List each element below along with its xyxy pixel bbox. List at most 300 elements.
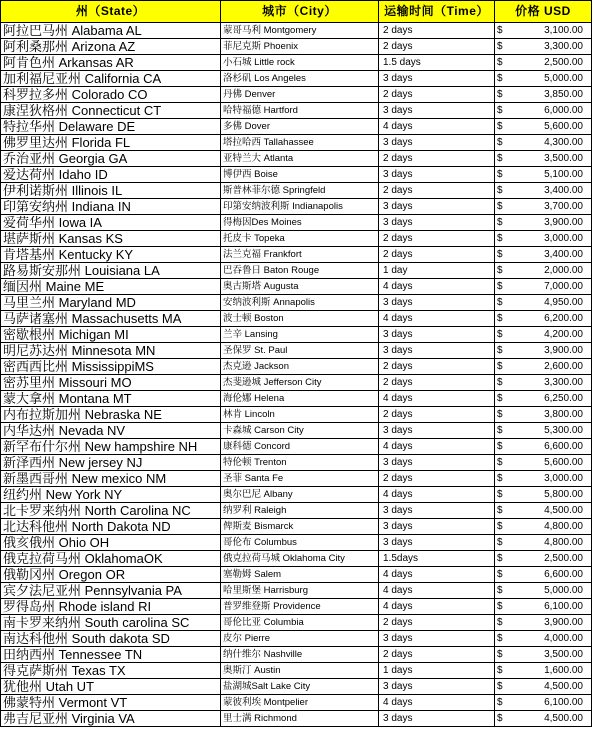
- price-cell: [495, 311, 592, 327]
- price-cell: [495, 375, 592, 391]
- time-cell: 2 days: [379, 647, 495, 663]
- city-cell: 洛杉矶 Los Angeles: [221, 71, 379, 87]
- currency-symbol: $: [497, 313, 503, 324]
- table-row: [1, 679, 592, 695]
- price-amount: 4,800.00: [544, 521, 583, 532]
- table-row: [1, 599, 592, 615]
- time-cell: 3 days: [379, 455, 495, 471]
- city-cell: 特伦顿 Trenton: [221, 455, 379, 471]
- table-row: [1, 247, 592, 263]
- state-cell: 密西西比州 MississippiMS: [1, 359, 221, 375]
- time-cell: 2 days: [379, 247, 495, 263]
- price-amount: 6,250.00: [544, 393, 583, 404]
- city-cell: 哥伦布 Columbus: [221, 535, 379, 551]
- state-cell: 俄勒冈州 Oregon OR: [1, 567, 221, 583]
- city-cell: 亚特兰大 Atlanta: [221, 151, 379, 167]
- table-row: [1, 711, 592, 727]
- state-cell: 得克萨斯州 Texas TX: [1, 663, 221, 679]
- price-amount: 4,950.00: [544, 297, 583, 308]
- time-cell: 3 days: [379, 103, 495, 119]
- state-cell: 乔治亚州 Georgia GA: [1, 151, 221, 167]
- table-row: [1, 87, 592, 103]
- table-row: [1, 343, 592, 359]
- price-amount: 4,500.00: [544, 505, 583, 516]
- time-cell: 4 days: [379, 695, 495, 711]
- state-cell: 新泽西州 New jersey NJ: [1, 455, 221, 471]
- state-cell: 宾夕法尼亚州 Pennsylvania PA: [1, 583, 221, 599]
- price-amount: 5,600.00: [544, 121, 583, 132]
- state-cell: 田纳西州 Tennessee TN: [1, 647, 221, 663]
- currency-symbol: $: [497, 681, 503, 692]
- time-cell: 2 days: [379, 151, 495, 167]
- city-cell: 俄克拉荷马城 Oklahoma City: [221, 551, 379, 567]
- currency-symbol: $: [497, 105, 503, 116]
- city-cell: 哈里斯堡 Harrisburg: [221, 583, 379, 599]
- currency-symbol: $: [497, 201, 503, 212]
- price-cell: [495, 631, 592, 647]
- price-amount: 4,300.00: [544, 137, 583, 148]
- currency-symbol: $: [497, 281, 503, 292]
- table-row: [1, 359, 592, 375]
- currency-symbol: $: [497, 457, 503, 468]
- state-cell: 爱达荷州 Idaho ID: [1, 167, 221, 183]
- time-cell: 4 days: [379, 583, 495, 599]
- table-row: [1, 279, 592, 295]
- state-cell: 密歇根州 Michigan MI: [1, 327, 221, 343]
- table-row: [1, 263, 592, 279]
- price-cell: [495, 519, 592, 535]
- state-cell: 犹他州 Utah UT: [1, 679, 221, 695]
- currency-symbol: $: [497, 89, 503, 100]
- price-amount: 3,700.00: [544, 201, 583, 212]
- price-cell: [495, 567, 592, 583]
- price-amount: 3,900.00: [544, 217, 583, 228]
- time-cell: 3 days: [379, 135, 495, 151]
- price-amount: 5,600.00: [544, 457, 583, 468]
- price-cell: [495, 487, 592, 503]
- currency-symbol: $: [497, 41, 503, 52]
- time-cell: 1 day: [379, 263, 495, 279]
- currency-symbol: $: [497, 521, 503, 532]
- price-cell: [495, 71, 592, 87]
- currency-symbol: $: [497, 265, 503, 276]
- price-cell: [495, 183, 592, 199]
- city-cell: 法兰克福 Frankfort: [221, 247, 379, 263]
- header-city: 城市（City）: [221, 1, 379, 23]
- city-cell: 波士顿 Boston: [221, 311, 379, 327]
- price-amount: 3,000.00: [544, 473, 583, 484]
- header-time: 运输时间（Time）: [379, 1, 495, 23]
- price-amount: 2,000.00: [544, 265, 583, 276]
- city-cell: 蒙哥马利 Montgomery: [221, 23, 379, 39]
- table-row: [1, 375, 592, 391]
- table-row: [1, 439, 592, 455]
- table-row: [1, 471, 592, 487]
- state-cell: 南卡罗来纳州 South carolina SC: [1, 615, 221, 631]
- time-cell: 3 days: [379, 199, 495, 215]
- time-cell: 2 days: [379, 471, 495, 487]
- table-row: [1, 103, 592, 119]
- price-amount: 5,300.00: [544, 425, 583, 436]
- state-cell: 弗吉尼亚州 Virginia VA: [1, 711, 221, 727]
- price-cell: [495, 679, 592, 695]
- table-row: [1, 407, 592, 423]
- time-cell: 2 days: [379, 407, 495, 423]
- table-row: [1, 119, 592, 135]
- currency-symbol: $: [497, 217, 503, 228]
- state-cell: 科罗拉多州 Colorado CO: [1, 87, 221, 103]
- currency-symbol: $: [497, 233, 503, 244]
- price-amount: 4,800.00: [544, 537, 583, 548]
- currency-symbol: $: [497, 361, 503, 372]
- time-cell: 3 days: [379, 215, 495, 231]
- city-cell: 俾斯麦 Bismarck: [221, 519, 379, 535]
- header-row: [1, 1, 592, 23]
- state-cell: 内华达州 Nevada NV: [1, 423, 221, 439]
- price-cell: [495, 167, 592, 183]
- table-row: [1, 423, 592, 439]
- table-row: [1, 55, 592, 71]
- currency-symbol: $: [497, 425, 503, 436]
- city-cell: 奥尔巴尼 Albany: [221, 487, 379, 503]
- table-row: [1, 199, 592, 215]
- price-cell: [495, 407, 592, 423]
- price-amount: 2,600.00: [544, 361, 583, 372]
- currency-symbol: $: [497, 633, 503, 644]
- price-amount: 5,000.00: [544, 585, 583, 596]
- price-cell: [495, 231, 592, 247]
- state-cell: 缅因州 Maine ME: [1, 279, 221, 295]
- state-cell: 阿拉巴马州 Alabama AL: [1, 23, 221, 39]
- price-cell: [495, 327, 592, 343]
- city-cell: 托皮卡 Topeka: [221, 231, 379, 247]
- city-cell: 博伊西 Boise: [221, 167, 379, 183]
- price-amount: 6,200.00: [544, 313, 583, 324]
- price-amount: 5,100.00: [544, 169, 583, 180]
- price-amount: 5,000.00: [544, 73, 583, 84]
- price-cell: [495, 503, 592, 519]
- time-cell: 4 days: [379, 119, 495, 135]
- table-row: [1, 551, 592, 567]
- time-cell: 1 days: [379, 663, 495, 679]
- state-cell: 加利福尼亚州 California CA: [1, 71, 221, 87]
- price-cell: [495, 551, 592, 567]
- table-row: [1, 23, 592, 39]
- price-cell: [495, 695, 592, 711]
- table-row: [1, 183, 592, 199]
- time-cell: 3 days: [379, 327, 495, 343]
- table-row: [1, 327, 592, 343]
- city-cell: 蒙彼利埃 Montpelier: [221, 695, 379, 711]
- time-cell: 2 days: [379, 231, 495, 247]
- price-amount: 6,600.00: [544, 569, 583, 580]
- price-cell: [495, 279, 592, 295]
- city-cell: 印第安纳波利斯 Indianapolis: [221, 199, 379, 215]
- price-amount: 4,200.00: [544, 329, 583, 340]
- header-price: 价格 USD: [495, 1, 592, 23]
- state-cell: 马里兰州 Maryland MD: [1, 295, 221, 311]
- state-cell: 印第安纳州 Indiana IN: [1, 199, 221, 215]
- price-amount: 5,800.00: [544, 489, 583, 500]
- table-row: [1, 295, 592, 311]
- table-row: [1, 567, 592, 583]
- time-cell: 4 days: [379, 391, 495, 407]
- table-row: [1, 695, 592, 711]
- state-cell: 阿利桑那州 Arizona AZ: [1, 39, 221, 55]
- currency-symbol: $: [497, 185, 503, 196]
- table-body: [1, 23, 592, 727]
- time-cell: 3 days: [379, 71, 495, 87]
- price-cell: [495, 199, 592, 215]
- city-cell: 小石城 Little rock: [221, 55, 379, 71]
- city-cell: 康科德 Concord: [221, 439, 379, 455]
- time-cell: 2 days: [379, 87, 495, 103]
- city-cell: 盐湖城Salt Lake City: [221, 679, 379, 695]
- price-cell: [495, 135, 592, 151]
- price-amount: 6,100.00: [544, 601, 583, 612]
- table-row: [1, 615, 592, 631]
- header-state: 州（State）: [1, 1, 221, 23]
- table-row: [1, 455, 592, 471]
- state-cell: 内布拉斯加州 Nebraska NE: [1, 407, 221, 423]
- time-cell: 3 days: [379, 631, 495, 647]
- state-cell: 纽约州 New York NY: [1, 487, 221, 503]
- table-row: [1, 135, 592, 151]
- price-cell: [495, 663, 592, 679]
- currency-symbol: $: [497, 377, 503, 388]
- city-cell: 塞勒姆 Salem: [221, 567, 379, 583]
- city-cell: 普罗维登斯 Providence: [221, 599, 379, 615]
- price-cell: [495, 391, 592, 407]
- price-cell: [495, 151, 592, 167]
- price-cell: [495, 599, 592, 615]
- price-cell: [495, 343, 592, 359]
- time-cell: 4 days: [379, 311, 495, 327]
- time-cell: 3 days: [379, 503, 495, 519]
- state-cell: 密苏里州 Missouri MO: [1, 375, 221, 391]
- price-cell: [495, 471, 592, 487]
- state-cell: 新墨西哥州 New mexico NM: [1, 471, 221, 487]
- currency-symbol: $: [497, 473, 503, 484]
- table-row: [1, 151, 592, 167]
- state-cell: 康涅狄格州 Connecticut CT: [1, 103, 221, 119]
- state-cell: 罗得岛州 Rhode island RI: [1, 599, 221, 615]
- time-cell: 4 days: [379, 567, 495, 583]
- price-amount: 3,800.00: [544, 409, 583, 420]
- price-cell: [495, 55, 592, 71]
- currency-symbol: $: [497, 297, 503, 308]
- state-cell: 爱荷华州 Iowa IA: [1, 215, 221, 231]
- table-row: [1, 311, 592, 327]
- city-cell: 安纳波利斯 Annapolis: [221, 295, 379, 311]
- state-cell: 新罕布什尔州 New hampshire NH: [1, 439, 221, 455]
- state-cell: 俄亥俄州 Ohio OH: [1, 535, 221, 551]
- price-cell: [495, 215, 592, 231]
- city-cell: 圣菲 Santa Fe: [221, 471, 379, 487]
- currency-symbol: $: [497, 649, 503, 660]
- currency-symbol: $: [497, 569, 503, 580]
- currency-symbol: $: [497, 617, 503, 628]
- state-cell: 蒙大拿州 Montana MT: [1, 391, 221, 407]
- price-cell: [495, 359, 592, 375]
- city-cell: 皮尔 Pierre: [221, 631, 379, 647]
- state-cell: 阿肯色州 Arkansas AR: [1, 55, 221, 71]
- price-cell: [495, 119, 592, 135]
- city-cell: 丹佛 Denver: [221, 87, 379, 103]
- city-cell: 斯普林菲尔德 Springfeld: [221, 183, 379, 199]
- time-cell: 4 days: [379, 599, 495, 615]
- price-amount: 3,000.00: [544, 233, 583, 244]
- price-amount: 3,400.00: [544, 249, 583, 260]
- price-amount: 6,600.00: [544, 441, 583, 452]
- price-cell: [495, 103, 592, 119]
- currency-symbol: $: [497, 537, 503, 548]
- time-cell: 3 days: [379, 519, 495, 535]
- city-cell: 卡森城 Carson City: [221, 423, 379, 439]
- currency-symbol: $: [497, 489, 503, 500]
- price-amount: 3,100.00: [544, 25, 583, 36]
- time-cell: 2 days: [379, 23, 495, 39]
- currency-symbol: $: [497, 153, 503, 164]
- currency-symbol: $: [497, 409, 503, 420]
- time-cell: 3 days: [379, 295, 495, 311]
- time-cell: 3 days: [379, 535, 495, 551]
- state-cell: 北卡罗来纳州 North Carolina NC: [1, 503, 221, 519]
- currency-symbol: $: [497, 73, 503, 84]
- city-cell: 得梅因Des Moines: [221, 215, 379, 231]
- currency-symbol: $: [497, 441, 503, 452]
- time-cell: 2 days: [379, 183, 495, 199]
- price-amount: 3,300.00: [544, 41, 583, 52]
- state-cell: 佛罗里达州 Florida FL: [1, 135, 221, 151]
- price-amount: 3,300.00: [544, 377, 583, 388]
- city-cell: 哈特福德 Hartford: [221, 103, 379, 119]
- time-cell: 4 days: [379, 279, 495, 295]
- price-cell: [495, 647, 592, 663]
- currency-symbol: $: [497, 553, 503, 564]
- price-cell: [495, 583, 592, 599]
- price-amount: 3,900.00: [544, 345, 583, 356]
- city-cell: 杰斐逊城 Jefferson City: [221, 375, 379, 391]
- city-cell: 奥斯汀 Austin: [221, 663, 379, 679]
- state-cell: 伊利诺斯州 Illinois IL: [1, 183, 221, 199]
- price-amount: 4,000.00: [544, 633, 583, 644]
- price-cell: [495, 615, 592, 631]
- price-amount: 7,000.00: [544, 281, 583, 292]
- price-cell: [495, 87, 592, 103]
- state-cell: 俄克拉荷马州 OklahomaOK: [1, 551, 221, 567]
- city-cell: 多佛 Dover: [221, 119, 379, 135]
- currency-symbol: $: [497, 249, 503, 260]
- time-cell: 3 days: [379, 711, 495, 727]
- currency-symbol: $: [497, 57, 503, 68]
- price-cell: [495, 535, 592, 551]
- city-cell: 巴吞鲁日 Baton Rouge: [221, 263, 379, 279]
- price-cell: [495, 439, 592, 455]
- city-cell: 菲尼克斯 Phoenix: [221, 39, 379, 55]
- city-cell: 哥伦比亚 Columbia: [221, 615, 379, 631]
- currency-symbol: $: [497, 505, 503, 516]
- city-cell: 林肯 Lincoln: [221, 407, 379, 423]
- table-row: [1, 215, 592, 231]
- state-cell: 北达科他州 North Dakota ND: [1, 519, 221, 535]
- price-amount: 2,500.00: [544, 553, 583, 564]
- price-amount: 4,500.00: [544, 713, 583, 724]
- time-cell: 1.5 days: [379, 55, 495, 71]
- price-amount: 3,500.00: [544, 153, 583, 164]
- city-cell: 里士满 Richmond: [221, 711, 379, 727]
- price-cell: [495, 711, 592, 727]
- table-row: [1, 231, 592, 247]
- table-row: [1, 503, 592, 519]
- price-cell: [495, 39, 592, 55]
- table-row: [1, 631, 592, 647]
- city-cell: 圣保罗 St. Paul: [221, 343, 379, 359]
- table-row: [1, 39, 592, 55]
- price-amount: 2,500.00: [544, 57, 583, 68]
- time-cell: 3 days: [379, 167, 495, 183]
- state-cell: 堪萨斯州 Kansas KS: [1, 231, 221, 247]
- time-cell: 3 days: [379, 343, 495, 359]
- state-cell: 马萨诸塞州 Massachusetts MA: [1, 311, 221, 327]
- state-cell: 肯塔基州 Kentucky KY: [1, 247, 221, 263]
- state-cell: 路易斯安那州 Louisiana LA: [1, 263, 221, 279]
- currency-symbol: $: [497, 585, 503, 596]
- price-amount: 1,600.00: [544, 665, 583, 676]
- time-cell: 3 days: [379, 679, 495, 695]
- city-cell: 纳什维尔 Nashville: [221, 647, 379, 663]
- time-cell: 1.5days: [379, 551, 495, 567]
- city-cell: 奥古斯塔 Augusta: [221, 279, 379, 295]
- currency-symbol: $: [497, 345, 503, 356]
- state-cell: 明尼苏达州 Minnesota MN: [1, 343, 221, 359]
- table-row: [1, 535, 592, 551]
- price-amount: 6,000.00: [544, 105, 583, 116]
- time-cell: 2 days: [379, 615, 495, 631]
- time-cell: 2 days: [379, 359, 495, 375]
- price-cell: [495, 23, 592, 39]
- city-cell: 海伦娜 Helena: [221, 391, 379, 407]
- state-cell: 特拉华州 Delaware DE: [1, 119, 221, 135]
- table-row: [1, 583, 592, 599]
- table-row: [1, 71, 592, 87]
- price-amount: 3,900.00: [544, 617, 583, 628]
- time-cell: 2 days: [379, 39, 495, 55]
- price-amount: 3,850.00: [544, 89, 583, 100]
- city-cell: 塔拉哈西 Tallahassee: [221, 135, 379, 151]
- currency-symbol: $: [497, 121, 503, 132]
- city-cell: 兰辛 Lansing: [221, 327, 379, 343]
- currency-symbol: $: [497, 329, 503, 340]
- time-cell: 3 days: [379, 423, 495, 439]
- price-amount: 6,100.00: [544, 697, 583, 708]
- price-cell: [495, 295, 592, 311]
- currency-symbol: $: [497, 697, 503, 708]
- table-row: [1, 519, 592, 535]
- table-row: [1, 391, 592, 407]
- price-amount: 3,500.00: [544, 649, 583, 660]
- city-cell: 杰克逊 Jackson: [221, 359, 379, 375]
- currency-symbol: $: [497, 393, 503, 404]
- currency-symbol: $: [497, 169, 503, 180]
- table-row: [1, 647, 592, 663]
- price-cell: [495, 263, 592, 279]
- currency-symbol: $: [497, 665, 503, 676]
- table-row: [1, 487, 592, 503]
- currency-symbol: $: [497, 137, 503, 148]
- city-cell: 纳罗利 Raleigh: [221, 503, 379, 519]
- table-row: [1, 167, 592, 183]
